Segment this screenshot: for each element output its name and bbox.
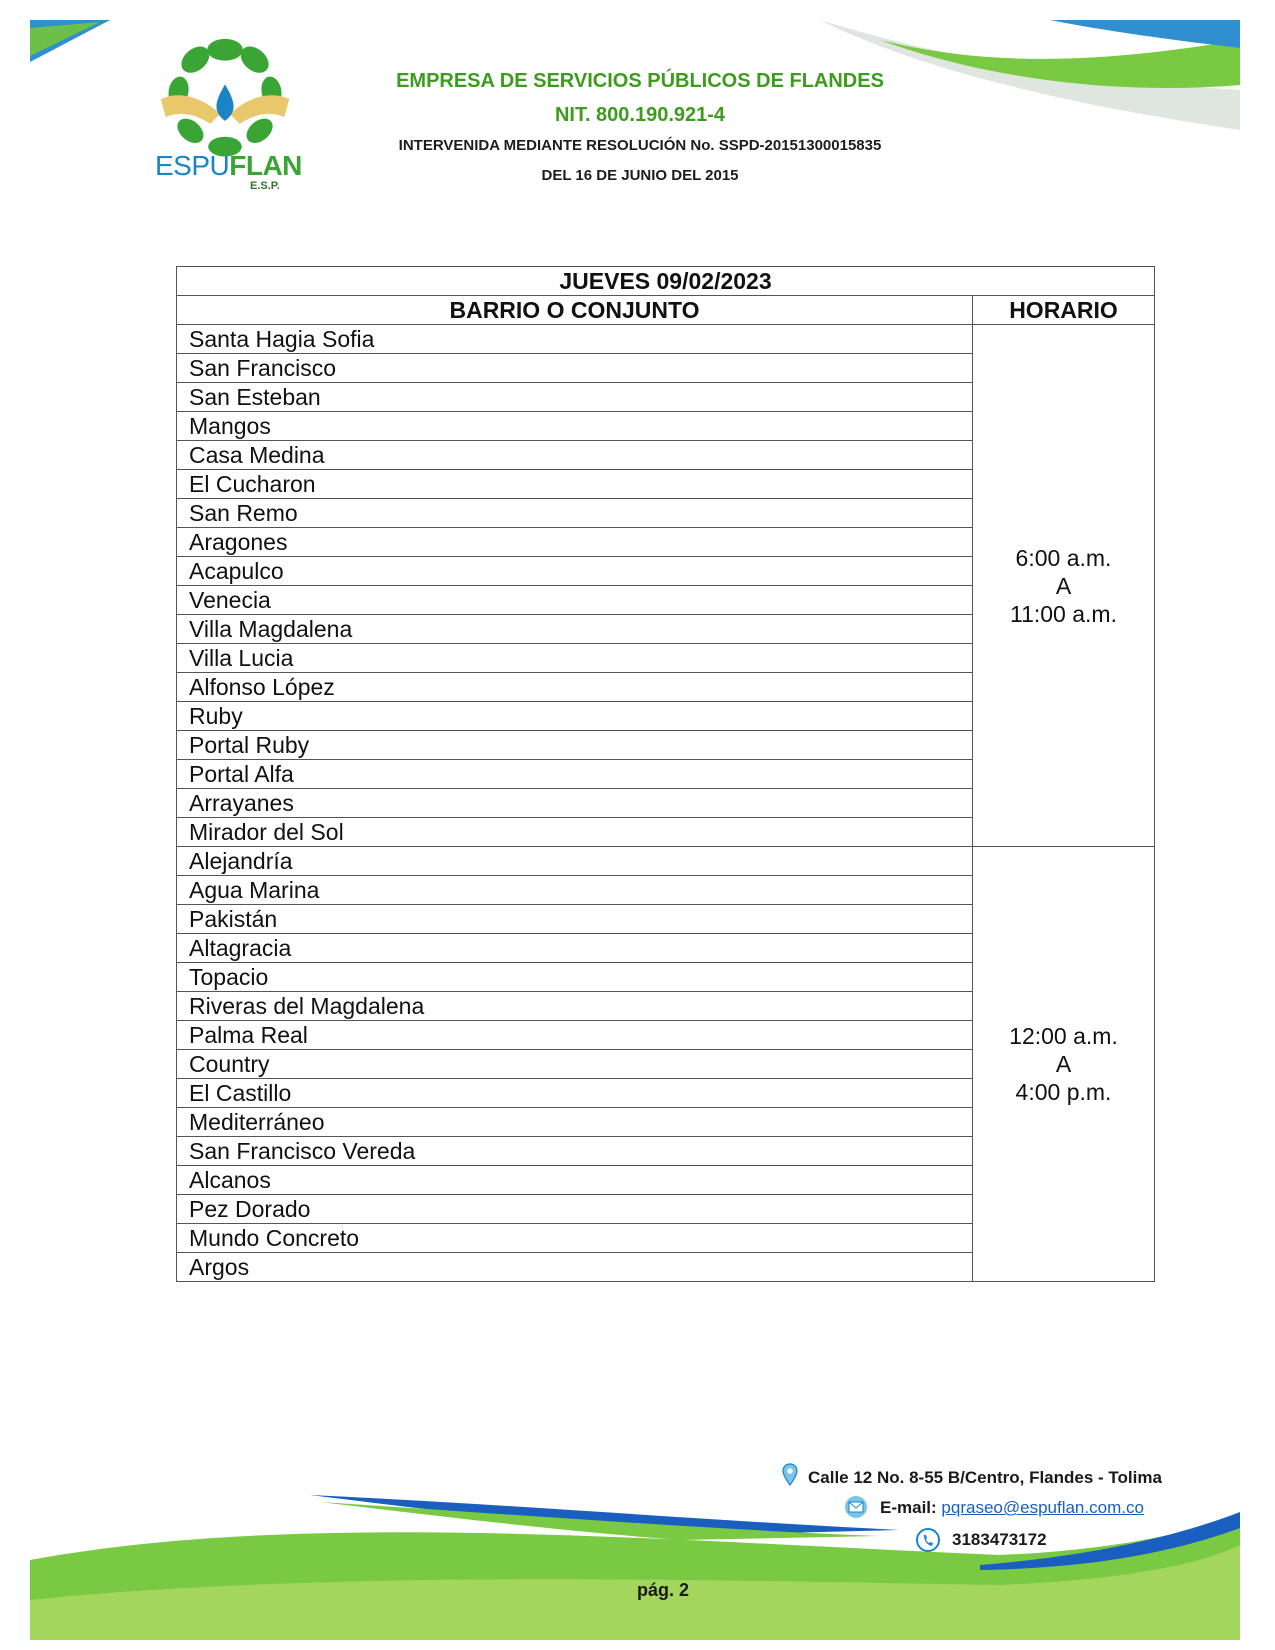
neighborhood-cell: San Francisco <box>177 354 973 383</box>
neighborhood-cell: Arrayanes <box>177 789 973 818</box>
neighborhood-cell: Riveras del Magdalena <box>177 992 973 1021</box>
neighborhood-cell: El Cucharon <box>177 470 973 499</box>
neighborhood-cell: Altagracia <box>177 934 973 963</box>
neighborhood-cell: Acapulco <box>177 557 973 586</box>
table-row <box>177 847 1155 876</box>
logo-suffix: E.S.P. <box>250 180 280 192</box>
neighborhood-cell: Santa Hagia Sofia <box>177 325 973 354</box>
neighborhood-cell: Mangos <box>177 412 973 441</box>
schedule-cell <box>973 325 1155 847</box>
neighborhood-cell: Portal Alfa <box>177 760 973 789</box>
neighborhood-cell: Mediterráneo <box>177 1108 973 1137</box>
table-title-row <box>177 267 1155 296</box>
email-link[interactable]: pqraseo@espuflan.com.co <box>941 1498 1144 1517</box>
phone-icon <box>915 1527 941 1553</box>
company-resolution: INTERVENIDA MEDIANTE RESOLUCIÓN No. SSPD-20151300015835 <box>398 137 882 154</box>
neighborhood-cell: Portal Ruby <box>177 731 973 760</box>
neighborhood-cell: Aragones <box>177 528 973 557</box>
logo-wordmark: ESPUFLAN <box>155 150 302 181</box>
neighborhood-cell: Villa Magdalena <box>177 615 973 644</box>
neighborhood-cell: San Remo <box>177 499 973 528</box>
neighborhood-cell: Topacio <box>177 963 973 992</box>
footer-decoration <box>0 1470 1275 1650</box>
column-header-neighborhood: BARRIO O CONJUNTO <box>177 296 973 325</box>
neighborhood-cell: Venecia <box>177 586 973 615</box>
page-number: pág. 2 <box>637 1580 690 1600</box>
neighborhood-cell: San Esteban <box>177 383 973 412</box>
neighborhood-cell: El Castillo <box>177 1079 973 1108</box>
neighborhood-cell: Palma Real <box>177 1021 973 1050</box>
schedule-line: 11:00 a.m. <box>1010 600 1117 627</box>
neighborhood-cell: Mundo Concreto <box>177 1224 973 1253</box>
schedule-line: A <box>1055 572 1072 599</box>
neighborhood-cell: Country <box>177 1050 973 1079</box>
company-name: EMPRESA DE SERVICIOS PÚBLICOS DE FLANDES <box>396 70 884 92</box>
table-row <box>177 325 1155 354</box>
neighborhood-cell: Pez Dorado <box>177 1195 973 1224</box>
email-label: E-mail: <box>880 1498 937 1517</box>
schedule-cell <box>973 847 1155 1282</box>
company-date: DEL 16 DE JUNIO DEL 2015 <box>541 167 739 184</box>
mail-icon <box>843 1495 869 1519</box>
neighborhood-cell: Ruby <box>177 702 973 731</box>
neighborhood-cell: Casa Medina <box>177 441 973 470</box>
schedule-line: 6:00 a.m. <box>1015 544 1112 571</box>
neighborhood-cell: Alfonso López <box>177 673 973 702</box>
schedule-table <box>176 266 1155 1282</box>
day-title: JUEVES 09/02/2023 <box>177 267 1155 296</box>
neighborhood-cell: Mirador del Sol <box>177 818 973 847</box>
neighborhood-cell: Alejandría <box>177 847 973 876</box>
column-header-schedule: HORARIO <box>973 296 1155 325</box>
footer-address: Calle 12 No. 8-55 B/Centro, Flandes - Tolima <box>808 1468 1162 1487</box>
neighborhood-cell: Alcanos <box>177 1166 973 1195</box>
company-nit: NIT. 800.190.921-4 <box>554 104 726 126</box>
table-header-row <box>177 296 1155 325</box>
footer-phone: 3183473172 <box>952 1530 1047 1549</box>
schedule-line: A <box>1055 1051 1072 1077</box>
location-pin-icon <box>782 1463 798 1487</box>
schedule-line: 12:00 a.m. <box>1009 1023 1118 1049</box>
neighborhood-cell: Argos <box>177 1253 973 1282</box>
table-body <box>177 325 1155 1282</box>
neighborhood-cell: Pakistán <box>177 905 973 934</box>
neighborhood-cell: Agua Marina <box>177 876 973 905</box>
schedule-line: 4:00 p.m. <box>1015 1079 1112 1105</box>
footer-email <box>880 1498 1144 1518</box>
neighborhood-cell: San Francisco Vereda <box>177 1137 973 1166</box>
neighborhood-cell: Villa Lucia <box>177 644 973 673</box>
